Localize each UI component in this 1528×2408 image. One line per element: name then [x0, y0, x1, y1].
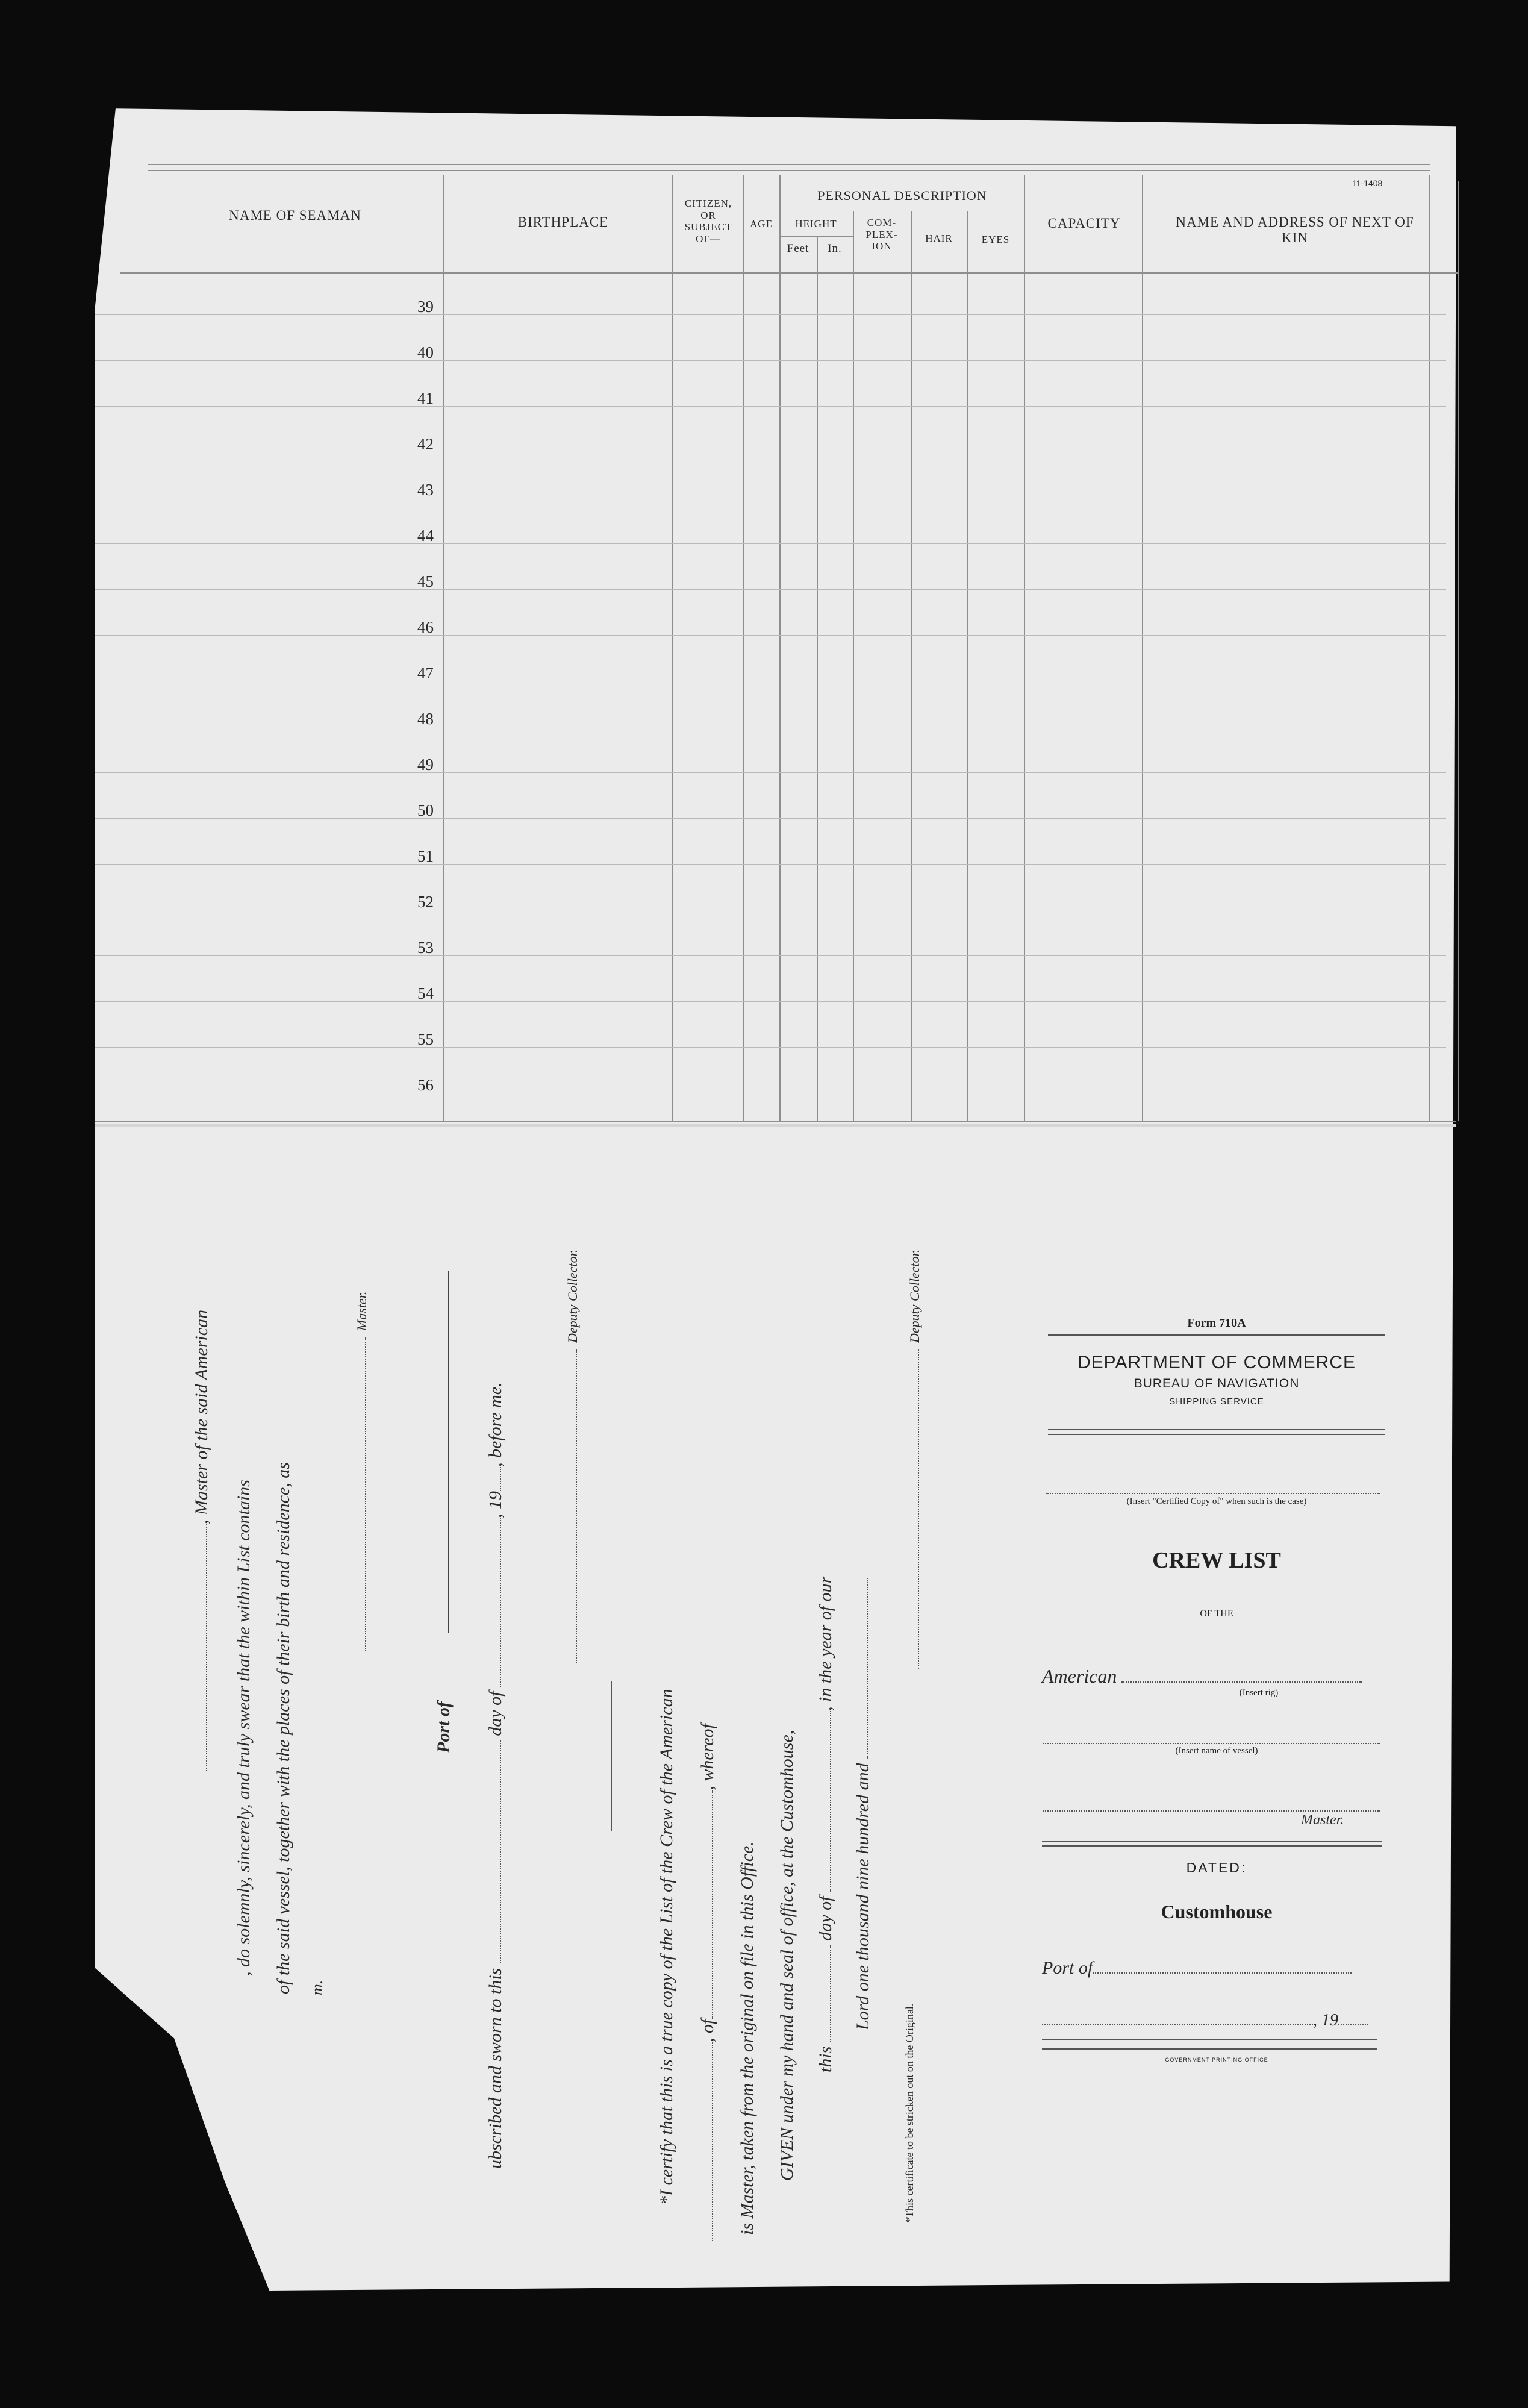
cert-footnote: [903, 2004, 916, 2223]
row-number: 42: [417, 435, 434, 453]
cert-line-5: [815, 1577, 836, 2072]
cover-rule: [1048, 1429, 1385, 1430]
header-height: HEIGHT: [795, 218, 837, 230]
col-line: [967, 211, 968, 1121]
date-line: [1042, 2011, 1385, 2030]
certified-blank: [1046, 1493, 1380, 1494]
port-blank: [1093, 1972, 1352, 1974]
row-number: 51: [417, 847, 434, 865]
dated-label: DATED:: [1186, 1860, 1247, 1875]
port-of-1: [434, 1701, 454, 1753]
header-feet: Feet: [787, 242, 809, 255]
row-rule: [95, 955, 1446, 956]
row-number: 53: [417, 939, 434, 957]
blank-line: [500, 1740, 501, 1963]
height-rule: [779, 236, 853, 237]
cover-rule: [1042, 2048, 1377, 2050]
form-code: 11-1408: [1352, 178, 1383, 188]
cert-text-3: is Master, taken from the original on file in this Office.: [737, 1841, 757, 2235]
cert-line-6: [853, 1578, 873, 2030]
col-line: [672, 175, 673, 1121]
col-line: [817, 236, 818, 1121]
cover-master: Master.: [1301, 1812, 1344, 1828]
date-blank: [1042, 2024, 1313, 2025]
master-blank: [1043, 1810, 1380, 1812]
table-bottom-rule: [95, 1121, 1456, 1122]
header-name-of-seaman: NAME OF SEAMAN: [229, 208, 361, 223]
row-number: 41: [417, 389, 434, 407]
cert-line-2: [697, 1724, 718, 2241]
header-hair: HAIR: [925, 233, 953, 244]
row-rule: [95, 864, 1446, 865]
row-rule: [95, 406, 1446, 407]
row-number: 54: [417, 984, 434, 1002]
header-bottom-rule: [120, 272, 1458, 274]
vessel-blank: [1043, 1743, 1380, 1744]
form-number: Form 710A: [1187, 1316, 1246, 1330]
cert-line-4: [777, 1730, 797, 2181]
fold-line: [95, 1124, 1456, 1127]
signature-line: [365, 1337, 366, 1651]
oath-line-4: [308, 1980, 326, 1995]
american-line: [1042, 1665, 1385, 1687]
customhouse-label: Customhouse: [1161, 1901, 1273, 1922]
master-signature-1: [354, 1292, 370, 1651]
row-rule: [95, 772, 1446, 773]
row-number: 45: [417, 572, 434, 590]
row-number: 50: [417, 801, 434, 819]
cover-year: , 19: [1313, 2011, 1338, 2030]
row-rule: [95, 589, 1446, 590]
row-number: 49: [417, 755, 434, 774]
header-capacity: CAPACITY: [1047, 216, 1121, 231]
crew-list-title: CREW LIST: [1152, 1548, 1281, 1573]
blank-line: [830, 1711, 831, 1892]
blank-line: [830, 1945, 831, 2042]
blank-line: [867, 1578, 868, 1759]
col-line: [1142, 175, 1143, 1121]
table-top-rule: [148, 164, 1430, 165]
row-number: 39: [417, 298, 434, 316]
subscribed-line: [485, 1382, 506, 2169]
signature-line: [576, 1349, 577, 1663]
american-label: American: [1042, 1665, 1117, 1687]
oath-line-2: [234, 1480, 254, 1976]
insert-rig: (Insert rig): [1239, 1688, 1279, 1698]
cover-rule: [1048, 1434, 1385, 1435]
blank-line: [712, 1790, 713, 2019]
cert-text-4: GIVEN under my hand and seal of office, at the Customhouse,: [777, 1730, 797, 2181]
port-rule: [448, 1271, 449, 1633]
cover-rule: [1042, 2039, 1377, 2040]
deputy-label-1: Deputy Collector.: [565, 1249, 580, 1343]
cert-of: , of: [697, 2019, 717, 2042]
cert-this: this: [815, 2046, 835, 2072]
master-label: Master.: [354, 1291, 369, 1331]
blank-line: [712, 2042, 713, 2241]
cover-rule: [1042, 1841, 1382, 1842]
cert-line-1: [656, 1689, 677, 2205]
header-age: AGE: [750, 218, 773, 230]
col-line: [743, 175, 744, 1121]
blank-line: [500, 1518, 501, 1687]
cover-rule: [1048, 1334, 1385, 1336]
col-line: [1458, 181, 1459, 1121]
row-number: 47: [417, 664, 434, 682]
row-number: 56: [417, 1076, 434, 1094]
insert-vessel: (Insert name of vessel): [1175, 1746, 1258, 1756]
cert-line-3: [737, 1841, 758, 2235]
row-number: 40: [417, 343, 434, 361]
service: SHIPPING SERVICE: [1169, 1396, 1264, 1407]
col-line: [1024, 175, 1025, 1121]
row-rule: [95, 360, 1446, 361]
oath-text-2: , do solemnly, sincerely, and truly swear that the within List contains: [234, 1480, 254, 1976]
blank-line: [500, 1467, 501, 1491]
printer: GOVERNMENT PRINTING OFFICE: [1165, 2057, 1268, 2063]
col-line: [911, 211, 912, 1121]
oath-text-1: , Master of the said American: [192, 1309, 211, 1524]
divider: [611, 1681, 612, 1831]
cert-text-1: *I certify that this is a true copy of the List of the Crew of the American: [656, 1689, 676, 2205]
subscribed-day: day of: [485, 1691, 505, 1736]
row-number: 43: [417, 481, 434, 499]
oath-text-3: of the said vessel, together with the places of their birth and residence, as: [273, 1462, 293, 1994]
row-number: 55: [417, 1030, 434, 1048]
header-personal-description: PERSONAL DESCRIPTION: [817, 188, 987, 203]
header-citizen: CITIZEN, OR SUBJECT OF—: [684, 198, 732, 245]
blank-line: [206, 1524, 207, 1771]
table-top-rule-2: [148, 170, 1430, 171]
row-number: 44: [417, 527, 434, 545]
row-number: 52: [417, 893, 434, 911]
row-rule: [95, 818, 1446, 819]
row-rule: [95, 314, 1446, 315]
footnote-text: *This certificate to be stricken out on the Original.: [903, 2003, 915, 2223]
col-line: [779, 175, 781, 1121]
oath-line-3: [273, 1462, 294, 1994]
year-blank: [1338, 2024, 1368, 2025]
col-line: [853, 211, 854, 1121]
deputy-label-2: Deputy Collector.: [907, 1249, 922, 1343]
rig-blank: [1121, 1681, 1362, 1683]
row-number: 46: [417, 618, 434, 636]
subscribed-before: , before me.: [485, 1382, 505, 1467]
deputy-collector-1: [565, 1249, 581, 1663]
row-rule: [95, 1001, 1446, 1002]
subscribed-text: ubscribed and sworn to this: [485, 1968, 505, 2169]
header-complexion: COM- PLEX- ION: [865, 217, 898, 252]
port-of-line: [1042, 1958, 1385, 1978]
bureau: BUREAU OF NAVIGATION: [1134, 1377, 1300, 1390]
cover-port-of: Port of: [1042, 1958, 1093, 1978]
cover-rule: [1042, 1845, 1382, 1847]
row-number: 48: [417, 710, 434, 728]
port-of-label: Port of: [434, 1701, 454, 1753]
oath-text-4: m.: [308, 1980, 326, 1995]
subscribed-year: , 19: [485, 1490, 505, 1518]
header-birthplace: BIRTHPLACE: [517, 214, 609, 230]
row-rule: [95, 543, 1446, 544]
row-rule: [95, 635, 1446, 636]
signature-line: [918, 1349, 919, 1669]
cert-day: day of: [815, 1896, 835, 1941]
cert-whereof: , whereof: [697, 1724, 717, 1790]
cert-text-6: Lord one thousand nine hundred and: [853, 1763, 873, 2030]
header-eyes: EYES: [981, 234, 1010, 245]
cert-year: , in the year of our: [815, 1576, 835, 1711]
oath-line-1: [192, 1310, 212, 1771]
header-inches: In.: [828, 242, 842, 255]
deputy-collector-2: [907, 1249, 923, 1669]
col-line: [443, 175, 444, 1121]
department: DEPARTMENT OF COMMERCE: [1077, 1353, 1356, 1372]
header-next-of-kin: NAME AND ADDRESS OF NEXT OF KIN: [1176, 214, 1414, 246]
of-the: OF THE: [1200, 1609, 1233, 1619]
row-rule: [95, 1047, 1446, 1048]
col-line: [1429, 175, 1430, 1121]
insert-certified: (Insert "Certified Copy of" when such is the case): [1126, 1496, 1307, 1506]
